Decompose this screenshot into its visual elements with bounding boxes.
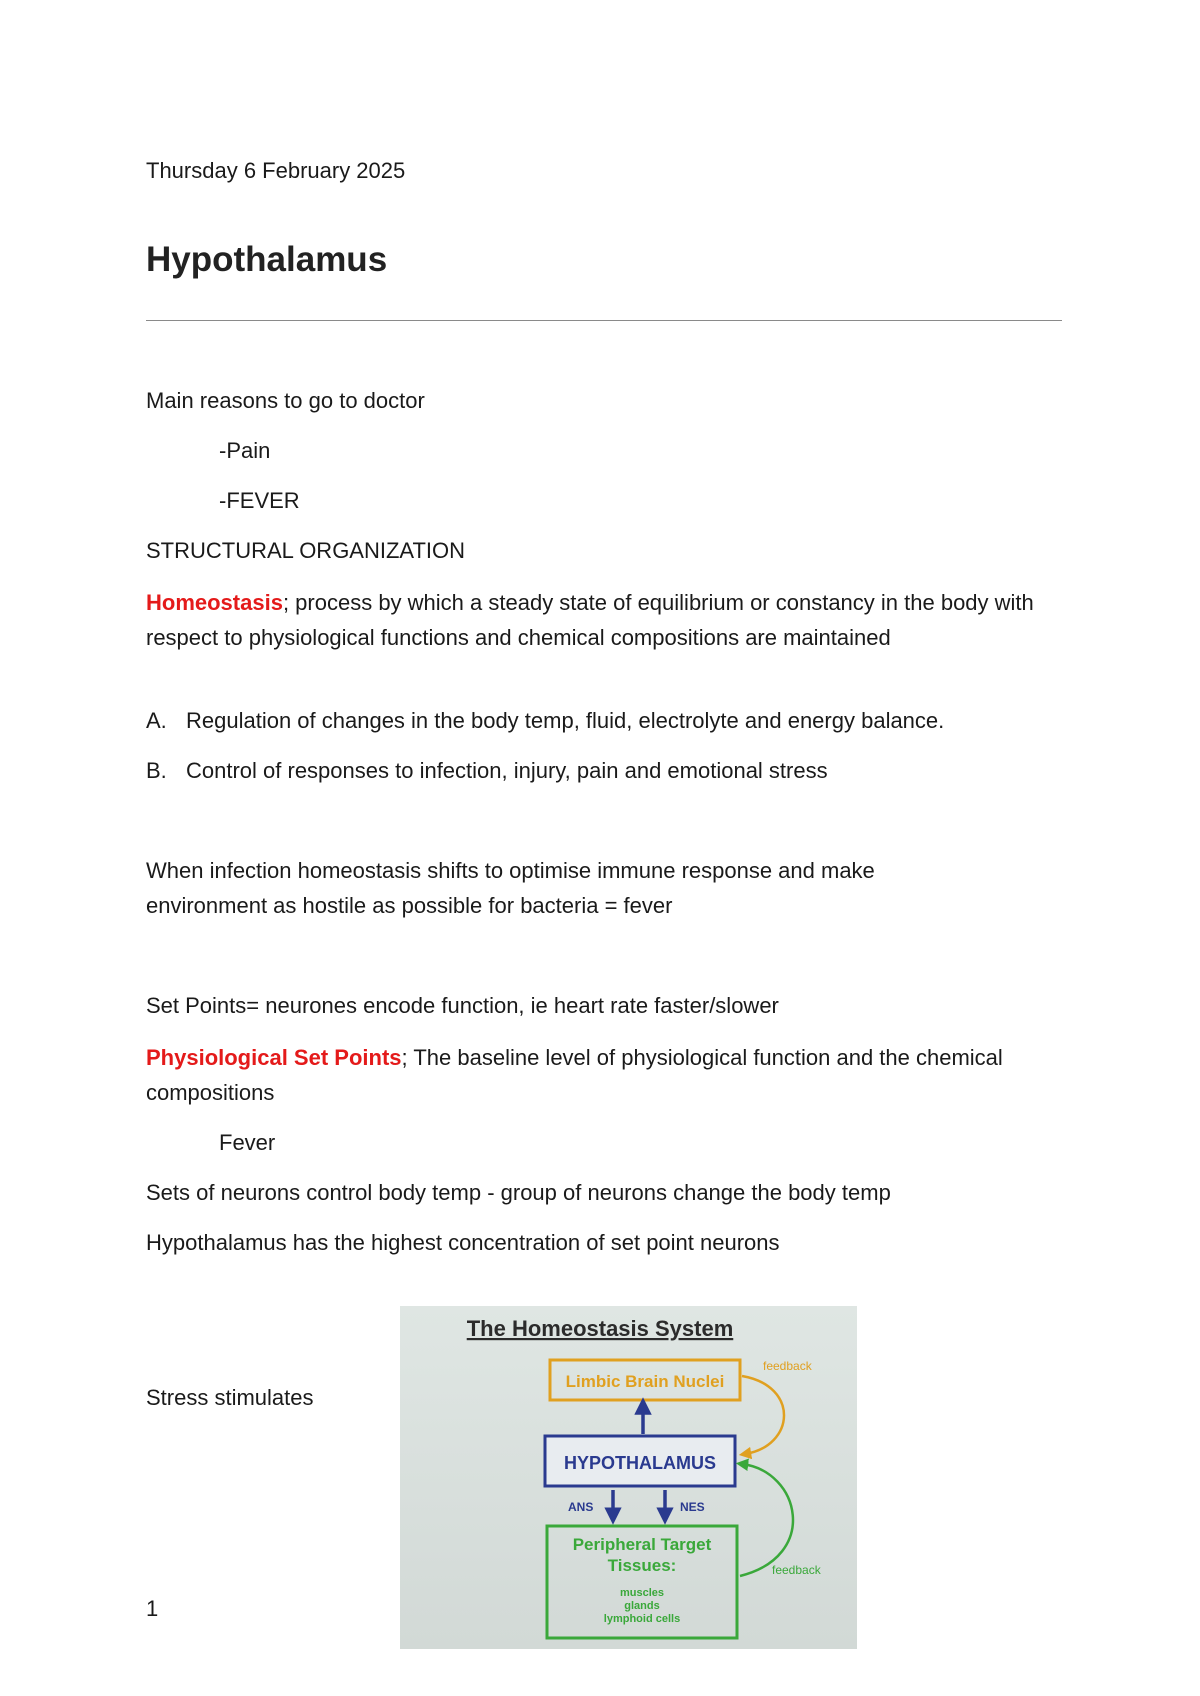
tissue-item-muscles: muscles (619, 1587, 665, 1599)
hypothalamus-label: HYPOTHALAMUS (564, 1453, 716, 1473)
limbic-label: Limbic Brain Nuclei (565, 1372, 725, 1391)
reason-item-fever: -FEVER (219, 488, 300, 513)
list-item-text: Control of responses to infection, injury, pain and emotional stress (186, 758, 828, 783)
physiological-definition: ; The baseline level of physiological function and the chemical compositions (146, 1045, 1003, 1105)
stress-label: Stress stimulates (146, 1385, 314, 1410)
tissue-item-lymphoid: lymphoid cells (603, 1613, 681, 1625)
physiological-term: Physiological Set Points (146, 1045, 402, 1070)
ans-label: ANS (568, 1500, 594, 1514)
date-line: Thursday 6 February 2025 (146, 158, 406, 183)
infection-paragraph: When infection homeostasis shifts to optimise immune response and make environment as hostile as possible for bacteria = fever (146, 858, 875, 918)
list-item-b (146, 753, 828, 788)
diagram-title: The Homeostasis System (466, 1316, 734, 1341)
nes-label: NES (680, 1500, 705, 1514)
tissue-item-glands: glands (624, 1600, 660, 1612)
fever-label: Fever (219, 1130, 276, 1155)
homeostasis-diagram-svg (400, 1306, 857, 1649)
physiological-set-points-paragraph (146, 1040, 1046, 1110)
page-number: 1 (146, 1596, 159, 1621)
feedback-bottom-label: feedback (772, 1563, 821, 1577)
list-marker: A. (146, 708, 167, 733)
reason-item-pain: -Pain (219, 438, 271, 463)
section-heading: STRUCTURAL ORGANIZATION (146, 538, 466, 563)
page-title: Hypothalamus (146, 240, 388, 279)
homeostasis-term: Homeostasis (146, 590, 283, 615)
peripheral-label-2: Tissues: (607, 1556, 677, 1575)
reasons-heading: Main reasons to go to doctor (146, 388, 425, 413)
homeostasis-diagram (400, 1306, 857, 1649)
homeostasis-paragraph (146, 585, 1046, 655)
neurons-paragraph: Sets of neurons control body temp - group of neurons change the body temp (146, 1180, 891, 1205)
peripheral-label-1: Peripheral Target (572, 1535, 712, 1554)
list-item-a (146, 703, 944, 738)
feedback-top-label: feedback (763, 1359, 812, 1373)
list-marker: B. (146, 758, 167, 783)
title-divider (146, 320, 1062, 321)
list-item-text: Regulation of changes in the body temp, fluid, electrolyte and energy balance. (186, 708, 945, 733)
homeostasis-definition: ; process by which a steady state of equilibrium or constancy in the body with respect to physiological functions and chemical compositions are maintained (146, 590, 1034, 650)
set-points-paragraph: Set Points= neurones encode function, ie heart rate faster/slower (146, 993, 779, 1018)
hypothalamus-paragraph: Hypothalamus has the highest concentration of set point neurons (146, 1230, 780, 1255)
